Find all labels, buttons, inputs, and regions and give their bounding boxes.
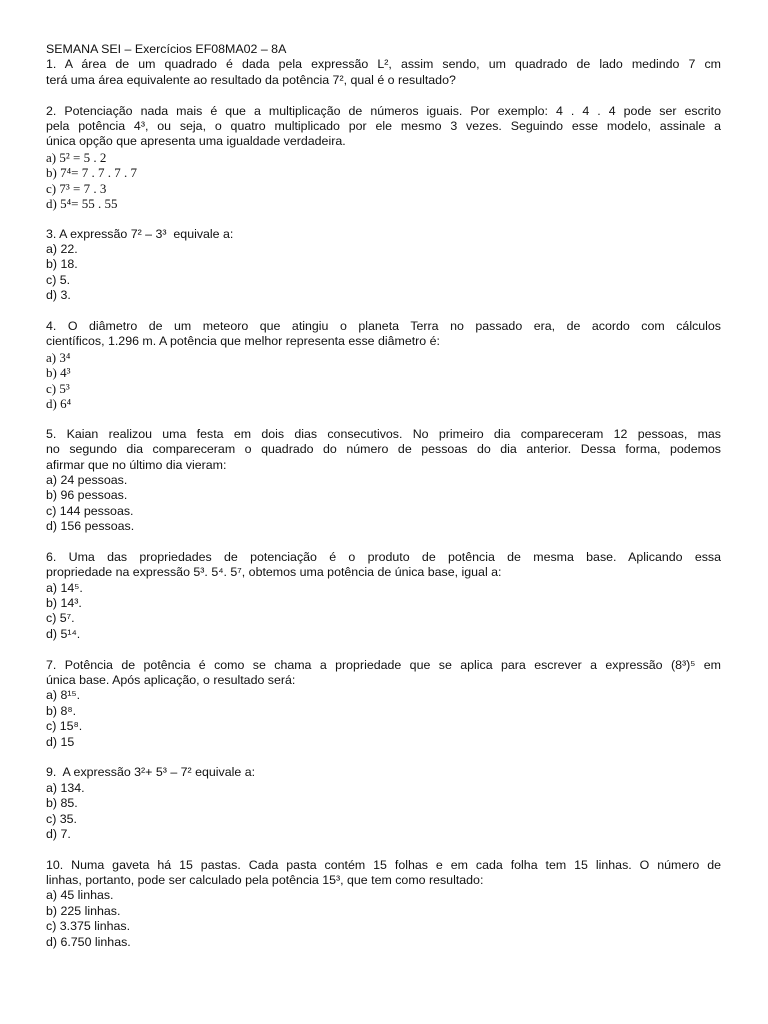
answer-option: a) 5² = 5 . 2 (46, 149, 107, 165)
answer-option: a) 14⁵. (46, 580, 83, 595)
answer-option: b) 14³. (46, 596, 82, 611)
question-7 (46, 658, 721, 750)
answer-option: d) 5¹⁴. (46, 626, 81, 641)
question-text-line: 6. Uma das propriedades de potenciação é o produto de potência de mesma base. Aplicando essa (46, 549, 721, 564)
question-4 (46, 319, 721, 411)
question-text-line: terá uma área equivalente ao resultado da potência 7², qual é o resultado? (46, 72, 456, 87)
question-text-line: 10. Numa gaveta há 15 pastas. Cada pasta contém 15 folhas e em cada folha tem 15 linhas. O número de (46, 857, 721, 872)
worksheet-page (46, 42, 721, 950)
answer-option: b) 7⁴= 7 . 7 . 7 . 7 (46, 165, 137, 181)
worksheet-header: SEMANA SEI – Exercícios EF08MA02 – 8A (46, 42, 287, 56)
answer-option: c) 5. (46, 272, 71, 287)
answer-option: c) 144 pessoas. (46, 503, 134, 518)
question-5 (46, 427, 721, 535)
answer-option: a) 3⁴ (46, 349, 71, 365)
answer-option: c) 15⁸. (46, 719, 83, 734)
answer-option: d) 6⁴ (46, 395, 72, 411)
answer-option: d) 5⁴= 55 . 55 (46, 195, 118, 211)
question-text-line: afirmar que no último dia vieram: (46, 457, 227, 472)
answer-option: d) 7. (46, 826, 71, 841)
answer-option: a) 22. (46, 242, 78, 257)
answer-option: c) 3.375 linhas. (46, 919, 131, 934)
answer-option: c) 5⁷. (46, 611, 75, 626)
question-text-line: 1. A área de um quadrado é dada pela expressão L², assim sendo, um quadrado de lado medindo 7 cm (46, 57, 721, 72)
answer-option: c) 5³ (46, 380, 70, 396)
question-9 (46, 765, 721, 842)
answer-option: d) 3. (46, 288, 71, 303)
question-text-line: 5. Kaian realizou uma festa em dois dias consecutivos. No primeiro dia compareceram 12 pessoas, mas (46, 426, 721, 441)
question-text-line: única opção que apresenta uma igualdade verdadeira. (46, 134, 346, 149)
answer-option: b) 18. (46, 257, 78, 272)
question-text-line: propriedade na expressão 5³. 5⁴. 5⁷, obtemos uma potência de única base, igual a: (46, 565, 502, 580)
question-text-line: linhas, portanto, pode ser calculado pela potência 15³, que tem como resultado: (46, 873, 484, 888)
question-text-line: científicos, 1.296 m. A potência que melhor representa esse diâmetro é: (46, 334, 440, 349)
question-text-line: 9. A expressão 3²+ 5³ – 7² equivale a: (46, 765, 256, 780)
answer-option: a) 24 pessoas. (46, 472, 128, 487)
answer-option: d) 156 pessoas. (46, 519, 135, 534)
answer-option: b) 4³ (46, 365, 71, 381)
question-text-line: 3. A expressão 7² – 3³ equivale a: (46, 226, 234, 241)
question-1 (46, 57, 721, 88)
question-text-line: 7. Potência de potência é como se chama a propriedade que se aplica para escrever a expressão (8³)⁵ em (46, 657, 721, 672)
question-text-line: única base. Após aplicação, o resultado será: (46, 673, 296, 688)
answer-option: c) 35. (46, 811, 77, 826)
answer-option: a) 8¹⁵. (46, 688, 81, 703)
answer-option: d) 6.750 linhas. (46, 934, 131, 949)
answer-option: a) 45 linhas. (46, 888, 114, 903)
answer-option: b) 8⁸. (46, 703, 77, 718)
question-text-line: no segundo dia compareceram o quadrado do número de pessoas do dia anterior. Dessa forma, podemos (46, 442, 721, 457)
question-2 (46, 104, 721, 212)
question-3 (46, 227, 721, 304)
answer-option: a) 134. (46, 780, 85, 795)
answer-option: c) 7³ = 7 . 3 (46, 180, 107, 196)
answer-option: b) 85. (46, 796, 78, 811)
answer-option: b) 225 linhas. (46, 903, 121, 918)
question-6 (46, 550, 721, 642)
question-text-line: pela potência 4³, ou seja, o quatro multiplicado por ele mesmo 3 vezes. Seguindo esse modelo, assinale a (46, 118, 721, 133)
answer-option: b) 96 pessoas. (46, 488, 128, 503)
question-10 (46, 858, 721, 950)
answer-option: d) 15 (46, 734, 75, 749)
question-text-line: 2. Potenciação nada mais é que a multiplicação de números iguais. Por exemplo: 4 . 4 . 4 pode ser escrito (46, 103, 721, 118)
question-text-line: 4. O diâmetro de um meteoro que atingiu o planeta Terra no passado era, de acordo com cálculos (46, 319, 721, 334)
